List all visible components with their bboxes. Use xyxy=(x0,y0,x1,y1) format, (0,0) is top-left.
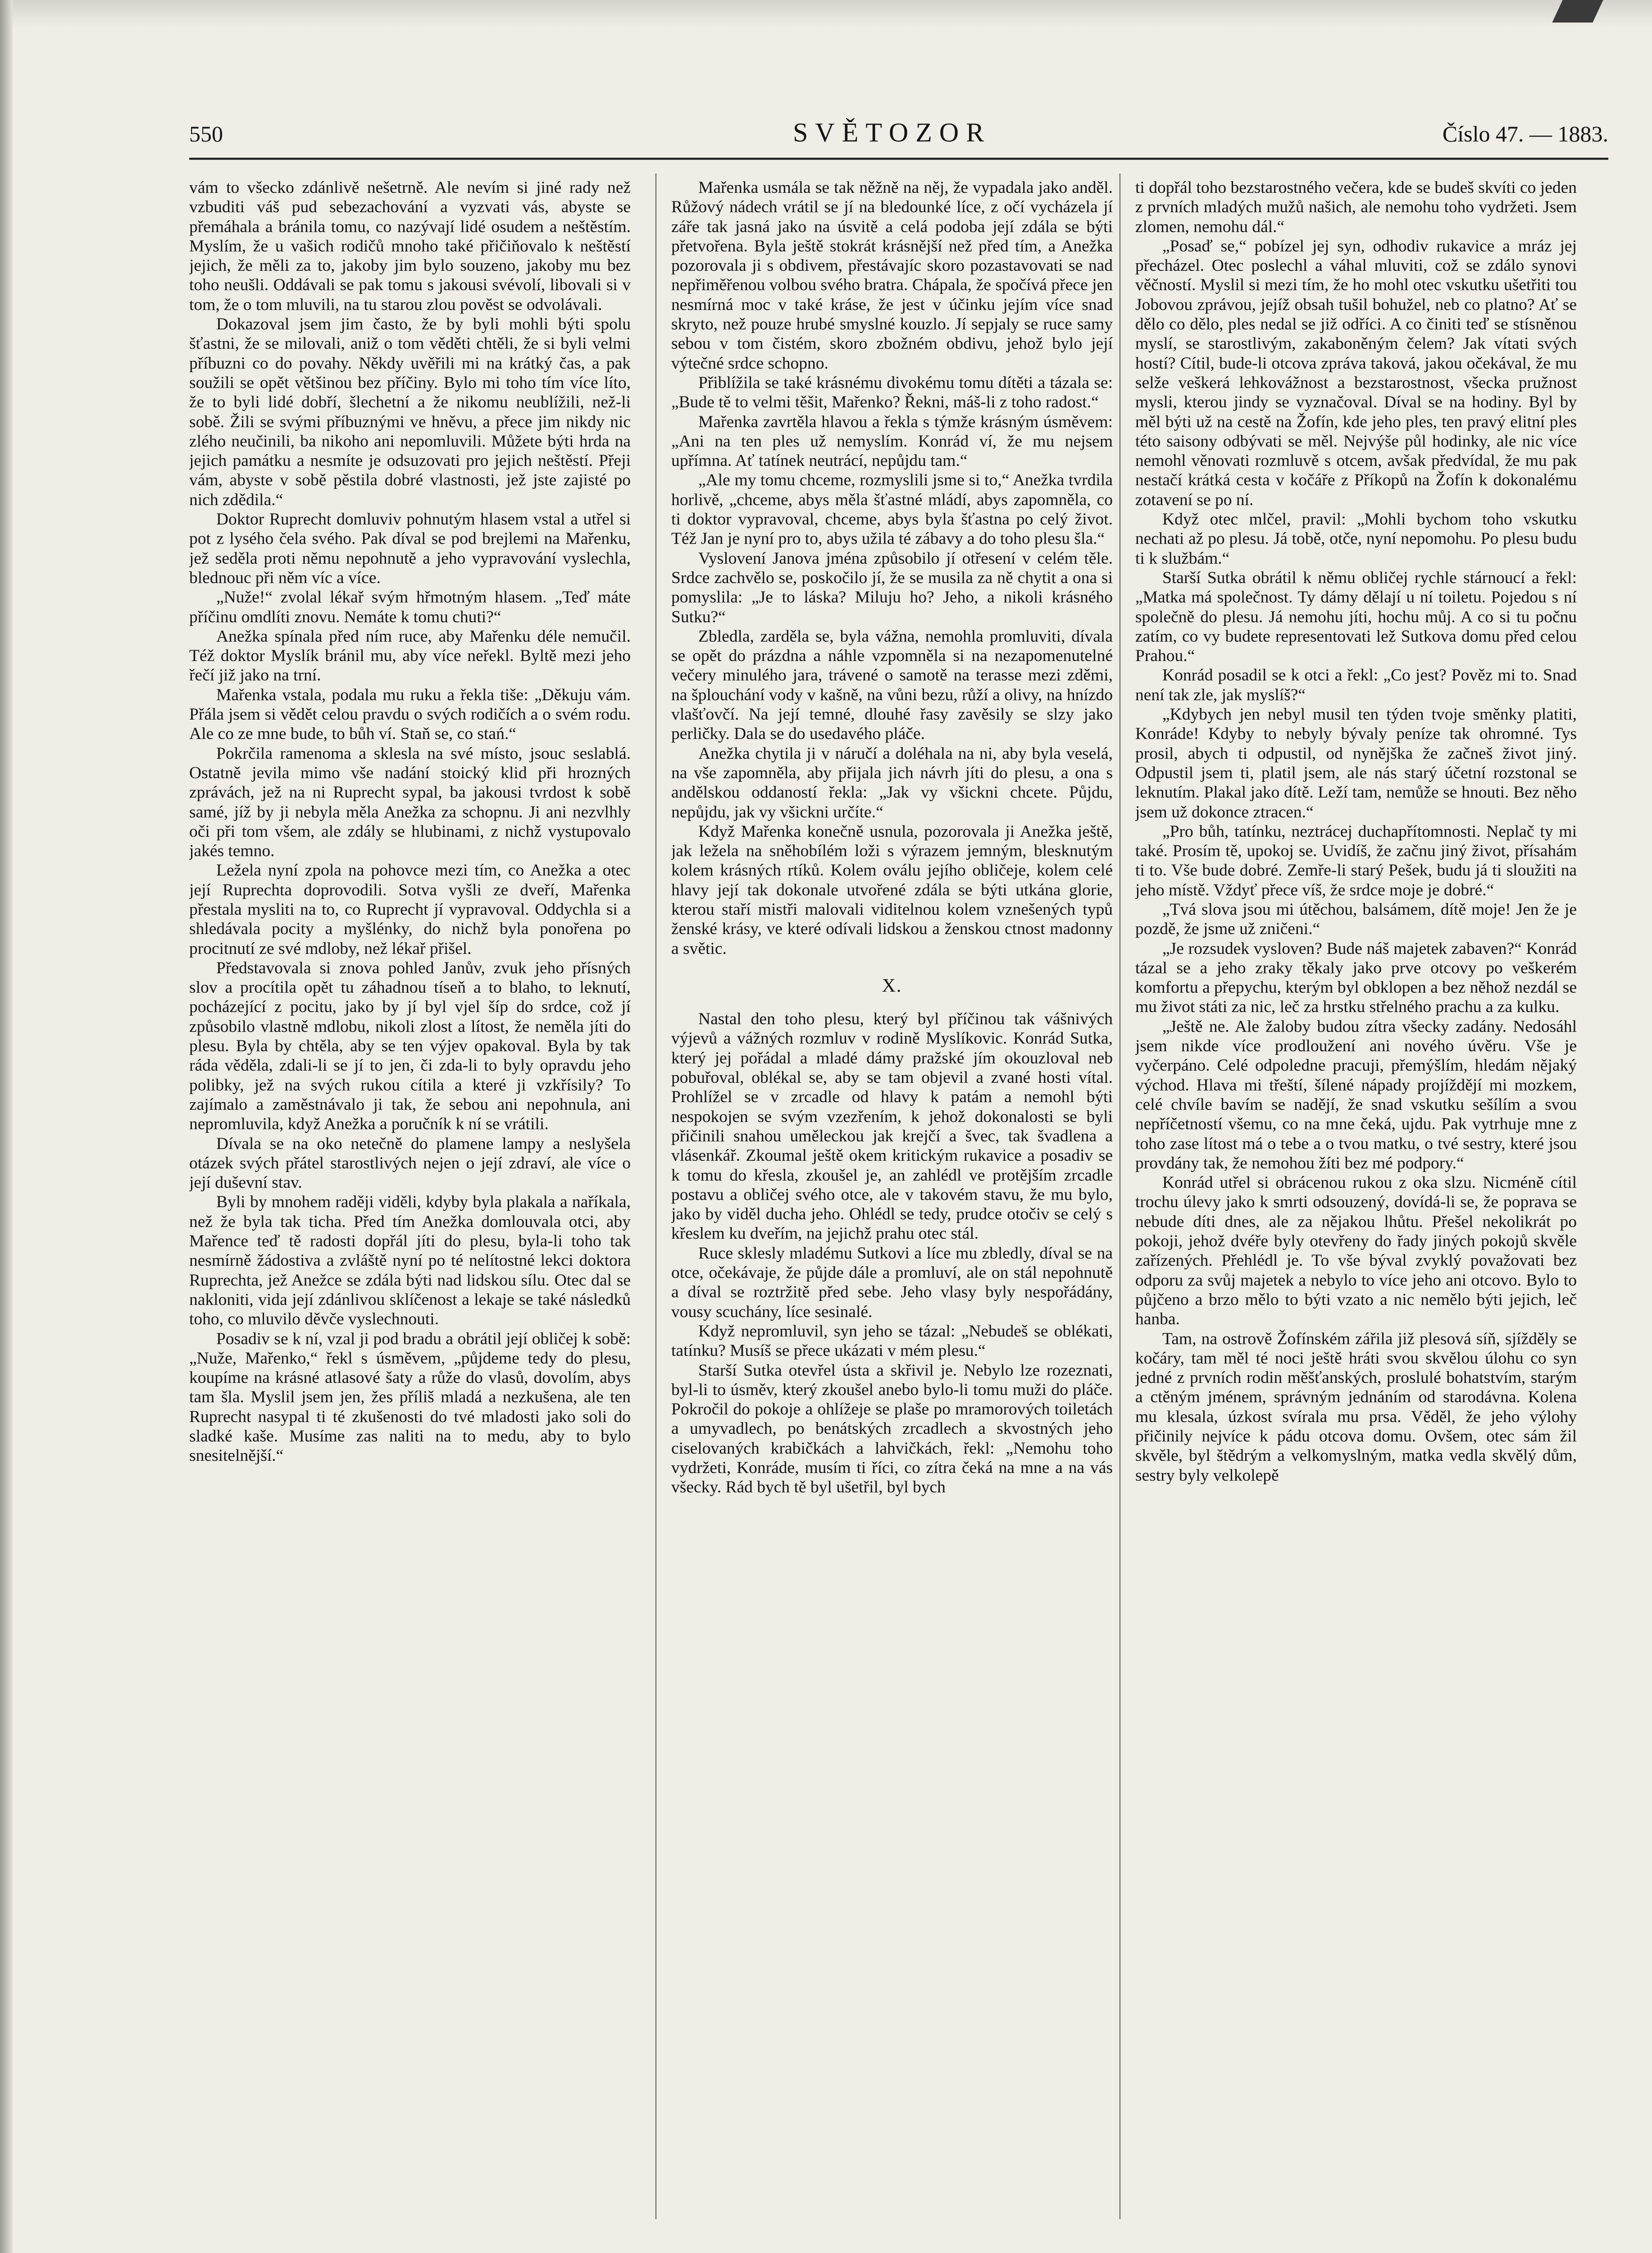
paragraph: Starší Sutka obrátil k němu obličej rychle stárnoucí a řekl: „Matka má společnost. Ty dámy dělají u ní toiletu. Pojedou s ní společně do plesu. Já nemohu jíti, hochu můj. A co si tu počnu zatím, co vy budete representovati lež Sutkova domu před celou Prahou.“ xyxy=(1135,568,1577,666)
paragraph: Když nepromluvil, syn jeho se tázal: „Nebudeš se oblékati, tatínku? Musíš se přece ukázati v mém plesu.“ xyxy=(671,1322,1113,1360)
paragraph: Mařenka usmála se tak něžně na něj, že vypadala jako anděl. Růžový nádech vrátil se jí na bledounké líce, z očí vycházela jí záře tak jasná jako na úsvitě a celá podoba její zdála se býti přetvořena. Byla ještě stokrát krásnější než před tím, a Anežka pozorovala ji s obdivem, přestávajíc skoro pozastavovati se nad nepřiměřenou volbou svého bratra. Chápala, že spočívá přece jen nesmírná moc v také kráse, že jest v účinku jejím více snad skryto, než pouze hrubé smyslné kouzlo. Jí sepjaly se ruce samy sebou v tom čistém, skoro zbožném obdivu, jehož bylo její výtečné srdce schopno. xyxy=(671,178,1113,373)
paragraph: Dívala se na oko netečně do plamene lampy a neslyšela otázek svých přátel starostlivých nejen o její zdraví, ale více o její duševní stav. xyxy=(189,1134,631,1192)
column-3 xyxy=(1135,178,1577,2233)
page-header xyxy=(189,117,1608,153)
paragraph: Anežka spínala před ním ruce, aby Mařenku déle nemučil. Též doktor Myslík bránil mu, aby více neřekl. Byltě mezi jeho řečí již jako na trní. xyxy=(189,627,631,685)
paragraph: Konrád posadil se k otci a řekl: „Co jest? Pověz mi to. Snad není tak zle, jak myslíš?“ xyxy=(1135,666,1577,704)
top-strip xyxy=(13,0,1652,27)
page-title: SVĚTOZOR xyxy=(793,118,992,147)
column-2 xyxy=(671,178,1113,2233)
paragraph: „Je rozsudek vysloven? Bude náš majetek zabaven?“ Konrád tázal se a jeho zraky těkaly jako prve otcovy po veškerém komfortu a přepychu, kterým byl obklopen a bez něhož nezdál se mu život státi za nic, leč za hrstku střelného prachu a za kulku. xyxy=(1135,939,1577,1017)
paragraph: „Ale my tomu chceme, rozmyslili jsme si to,“ Anežka tvrdila horlivě, „chceme, abys měla šťastné mládí, abys zapomněla, co ti doktor vypravoval, chceme, abys byla šťastna po celý život. Též Jan je nyní pro to, abys užila té zábavy a do toho plesu šla.“ xyxy=(671,471,1113,548)
header-rule xyxy=(189,158,1608,160)
paragraph: Posadiv se k ní, vzal ji pod bradu a obrátil její obličej k sobě: „Nuže, Mařenko,“ řekl s úsměvem, „půjdeme tedy do plesu, koupíme na krásné atlasové šaty a růže do vlasů, dovolím, abys tam šla. Myslil jsem jen, žes příliš mladá a nezkušena, ale ten Ruprecht nasypal ti té zkušenosti do tvé mladosti jako soli do sladké kaše. Musíme zas naliti na to medu, aby to bylo snesitelnější.“ xyxy=(189,1329,631,1465)
paragraph: Doktor Ruprecht domluviv pohnutým hlasem vstal a utřel si pot z lysého čela svého. Pak díval se pod brejlemi na Mařenku, jež seděla proti němu nepohnutě a jeho vypravování vyslechla, blednouc při něm víc a více. xyxy=(189,510,631,587)
paragraph: „Ještě ne. Ale žaloby budou zítra všecky zadány. Nedosáhl jsem nikde více prodloužení ani nového úvěru. Vše je vyčerpáno. Celé odpoledne pracuji, přemýšlím, hledám nějaký východ. Hlava mi třeští, šílené nápady projíždějí mi mozkem, celé chvíle bavím se nadějí, že snad vskutku sešílím a svou nepříčetností všemu, co na mne čeká, ujdu. Pak vytrhuje mne z toho zase lítost má o tebe a o tvou matku, o tvé sestry, které jsou provdány tak, že nemohou žíti bez mé podpory.“ xyxy=(1135,1017,1577,1172)
issue-label: Číslo 47. — 1883. xyxy=(1442,121,1608,146)
page-number: 550 xyxy=(189,121,223,146)
paragraph: „Tvá slova jsou mi útěchou, balsámem, dítě moje! Jen že je pozdě, že jsme už zničeni.“ xyxy=(1135,900,1577,939)
paragraph: ti dopřál toho bezstarostného večera, kde se budeš skvíti co jeden z prvních mladých mužů našich, ale nemohu toho vydržeti. Jsem zlomen, nemohu dál.“ xyxy=(1135,178,1577,236)
paragraph: Nastal den toho plesu, který byl příčinou tak vášnivých výjevů a vážných rozmluv v rodině Myslíkovic. Konrád Sutka, který jej pořádal a mladé dámy pražské jím okouzloval neb pobuřoval, oblékal se, aby se tam objevil a zvané hosti vítal. Prohlížel se v zrcadle od hlavy k patám a nemohl býti nespokojen se svým vzezřením, k jehož dokonalosti se byli přičinili snahou uměleckou jak krejčí a švec, tak švadlena a vlásenkář. Zkoumal ještě okem kritickým rukavice a posadiv se k tomu do křesla, zkoušel je, an zahlédl ve protějším zrcadle postavu a obličej svého otce, ale v takovém stavu, že mu bylo, jako by viděl ducha jeho. Ohlédl se tedy, prudce otočiv se celý s křeslem ku dveřím, na jejichž prahu otec stál. xyxy=(671,1010,1113,1243)
paragraph: Anežka chytila ji v náručí a doléhala na ni, aby byla veselá, na vše zapomněla, aby přijala jich návrh jíti do plesu, a ona s andělskou oddaností řekla: „Jak vy všickni chcete. Půjdu, nepůjdu, jak vy všickni určíte.“ xyxy=(671,744,1113,821)
paragraph: Pokrčila ramenoma a sklesla na své místo, jsouc seslablá. Ostatně jevila mimo vše nadání stoický klid při hrozných zprávách, jež na ni Ruprecht sypal, ba jakousi tvrdost k sobě samé, jíž by ji nebyla měla Anežka za schopnu. Ji ani nezvlhly oči při tom všem, ale zdály se hlubinami, z nichž vystupovalo jakés temno. xyxy=(189,744,631,861)
paragraph: Mařenka zavrtěla hlavou a řekla s týmže krásným úsměvem: „Ani na ten ples už nemyslím. Konrád ví, že mu nejsem upřímna. Ať tatínek neutrácí, nepůjdu tam.“ xyxy=(671,412,1113,470)
column-1 xyxy=(189,178,631,2233)
column-divider xyxy=(655,173,656,2219)
paragraph: Tam, na ostrově Žofínském zářila již plesová síň, sjížděly se kočáry, tam měl té noci ještě hráti svou skvělou úlohu co syn jedné z prvních rodin měšťanských, proslulé bohatstvím, starým a ctěným jménem, správným jednáním od starodávna. Kolena mu klesala, úzkost svírala mu prsa. Věděl, že jeho výlohy přičinily nejvíce k pádu otcova domu. Ovšem, otec sám žil skvěle, byl štědrým a velkomyslným, matka vedla skvělý dům, sestry byly velkolepě xyxy=(1135,1329,1577,1485)
paragraph: Starší Sutka otevřel ústa a skřivil je. Nebylo lze rozeznati, byl-li to úsměv, který zkoušel anebo bylo-li tomu muži do pláče. Pokročil do pokoje a ohlížeje se plaše po mramorových toiletách a umyvadlech, po benátských zrcadlech a skvostných jeho ciselovaných krabičkách a lahvičkách, řekl: „Nemohu toho vydržeti, Konráde, musím ti říci, co zítra čeká na mne a na vás všecky. Rád bych tě byl ušetřil, byl bych xyxy=(671,1361,1113,1497)
section-heading: X. xyxy=(882,975,902,996)
paragraph: „Posaď se,“ pobízel jej syn, odhodiv rukavice a mráz jej přecházel. Otec poslechl a váhal mluviti, což se zdálo synovi věčností. Myslil si mezi tím, že ho mohl otec vskutku ušetřiti tou Jobovou zprávou, jejíž obsah tušil bohužel, neb co platno? Ať se dělo co dělo, ples nedal se již odříci. A co činiti teď se stísněnou myslí, se starostlivým, zakaboněným čelem? Jak vítati svých hostí? Cítil, bude-li otcova zpráva taková, jakou očekával, že mu selže veškerá lehkovážnost a bezstarostnost, všecka pružnost mysli, kterou jindy se vyznačoval. Díval se na hodiny. Byl by měl býti už na cestě na Žofín, kde jeho ples, ten pravý elitní ples této saisony odbývati se měl. Nejvýše půl hodinky, ale nic více nemohl věnovati rozmluvě s otcem, avšak předvídal, že mu pak nestačí krátká cesta v kočáře z Příkopů na Žofín k dokonalému zotavení se po ní. xyxy=(1135,237,1577,509)
paragraph: „Pro bůh, tatínku, neztrácej duchapřítomnosti. Neplač ty mi také. Prosím tě, upokoj se. Uvidíš, že začnu jiný život, přísahám ti to. Vše bude dobré. Zemře-li starý Pešek, budu já ti sloužiti na jeho místě. Vždyť přece víš, že srdce moje je dobré.“ xyxy=(1135,822,1577,899)
paragraph: Ležela nyní zpola na pohovce mezi tím, co Anežka a otec její Ruprechta doprovodili. Sotva vyšli ze dveří, Mařenka přestala mysliti na to, co Ruprecht jí vypravoval. Oddychla si a shledávala pocity a myšlénky, do nichž byla ponořena po procitnutí ze své mdloby, než lékař přišel. xyxy=(189,861,631,958)
paragraph: Vyslovení Janova jména způsobilo jí otřesení v celém těle. Srdce zachvělo se, poskočilo jí, že se musila za ně chytit a ona si pomyslila: „Je to láska? Miluju ho? Jeho, a nikoli krásného Sutku?“ xyxy=(671,549,1113,626)
binding-gutter xyxy=(0,0,13,2253)
paragraph: Když otec mlčel, pravil: „Mohli bychom toho vskutku nechati až po plesu. Já tobě, otče, nyní nepomohu. Po plesu budu ti k službám.“ xyxy=(1135,510,1577,568)
paragraph: „Nuže!“ zvolal lékař svým hřmotným hlasem. „Teď máte příčinu omdlíti znovu. Nemáte k tomu chuti?“ xyxy=(189,588,631,626)
paragraph: Dokazoval jsem jim často, že by byli mohli býti spolu šťastni, že se milovali, aniž o tom věděti chtěli, že si byli velmi příbuzni co do povahy. Někdy uvěřili mi na krátký čas, a pak soužili se opět většinou bez příčiny. Bylo mi toho tím více líto, že to byli lidé dobří, šlechetní a že nikomu neublížili, než-li sobě. Žili se svými příbuznými ve hněvu, a přece jim nikdy nic zlého neučinili, ba nikoho ani nepomluvili. Můžete býti hrda na jejich památku a nesmíte je odsuzovati pro jejich neštěstí. Přeji vám, abyste v sobě pěstila dobré vlastnosti, jež jste zajisté po nich zdědila.“ xyxy=(189,315,631,509)
paragraph: Ruce sklesly mladému Sutkovi a líce mu zbledly, díval se na otce, očekávaje, že půjde dále a promluví, ale on stál nepohnutě a díval se roztržitě před sebe. Jeho vlasy byly nespořádány, vousy scuchány, líce sesinalé. xyxy=(671,1244,1113,1321)
paragraph: Zbledla, zarděla se, byla vážna, nemohla promluviti, dívala se opět do prázdna a náhle vzpomněla si na nezapomenutelné večery minulého jara, trávené o samotě na terasse mezi zděmi, na šplouchání vody v kašně, na vůni bezu, růží a olivy, na hnízdo vlašťovčí. Na její temné, dlouhé řasy zavěsily se slzy jako perličky. Dala se do usedavého pláče. xyxy=(671,627,1113,743)
paragraph: Když Mařenka konečně usnula, pozorovala ji Anežka ještě, jak ležela na sněhobílém loži s výrazem jemným, blesknutým kolem krásných rtíků. Kolem oválu jejího obličeje, kolem celé hlavy její tak dokonale utvořené zdála se býti utkána glorie, kterou staří mistři malovali viditelnou kolem vznešených typů ženské krásy, ve které odívali lidskou a ženskou ctnost madonny a světic. xyxy=(671,822,1113,958)
paragraph: Představovala si znova pohled Janův, zvuk jeho přísných slov a procítila opět tu záhadnou tíseň a to blaho, to leknutí, pocházející z pocitu, jako by jí byl vjel šíp do srdce, což jí způsobilo vlastně mdlobu, nikoli zlost a lítost, že neměla jíti do plesu. Byla by chtěla, aby se ten výjev opakoval. Byla by tak ráda věděla, zdali-li se jí to jen, či zda-li to byly opravdu jeho polibky, jež na svých rukou cítila a které ji vzkřísily? To zajímalo a zaměstnávalo ji tak, že sebou ani nepohnula, ani nepromluvila, když Anežka a poručník k ní se vrátili. xyxy=(189,958,631,1134)
paragraph: Byli by mnohem raději viděli, kdyby byla plakala a naříkala, než že byla tak ticha. Před tím Anežka domlouvala otci, aby Mařence teď tě radosti dopřál jíti do plesu, byla-li toho tak nesmírně žádostiva a zvláště nyní po té nelítostné lekci doktora Ruprechta, jež Anežce se zdála býti nad lidskou sílu. Otec dal se nakloniti, vida její zdánlivou sklíčenost a lekaje se také následků toho, co mluvilo děvče vyslechnouti. xyxy=(189,1193,631,1329)
paragraph: „Kdybych jen nebyl musil ten týden tvoje směnky platiti, Konráde! Kdyby to nebyly bývaly peníze tak ohromné. Tys prosil, abych ti odpustil, od nynějška že začneš život jiný. Odpustil jsem ti, platil jsem, ale nás starý účetní rozstonal se leknutím. Plakal jako dítě. Leží tam, nemůže se hnouti. Bez něho jsem už dokonce ztracen.“ xyxy=(1135,705,1577,821)
paragraph: vám to všecko zdánlivě nešetrně. Ale nevím si jiné rady než vzbuditi váš pud sebezachování a vyzvati vás, abyste se přemáhala a bránila tomu, co nazývají lidé osudem a neštěstím. Myslím, že u vašich rodičů mnoho také přičiňovalo k neštěstí jejich, že měli za to, jakoby jim bylo souzeno, jakoby mu bez toho neušli. Oddávali se pak tomu s jakousi svévolí, libovali si v tom, že o tom mluvili, na tu starou zlou pověst se odvolávali. xyxy=(189,178,631,314)
paragraph: Přiblížila se také krásnému divokému tomu dítěti a tázala se: „Bude tě to velmi těšit, Mařenko? Řekni, máš-li z toho radost.“ xyxy=(671,373,1113,412)
paragraph: Mařenka vstala, podala mu ruku a řekla tiše: „Děkuju vám. Přála jsem si vědět celou pravdu o svých rodičích a o svém rodu. Ale co ze mne bude, to bůh ví. Staň se, co stań.“ xyxy=(189,685,631,743)
paragraph: Konrád utřel si obrácenou rukou z oka slzu. Nicméně cítil trochu úlevy jako k smrti odsouzený, dovídá-li se, že poprava se nebude díti dnes, ale za nějakou lhůtu. Přešel nekolikrát po pokoji, jehož dvéře byly otevřeny do řady jiných pokojů skvěle zařízených. Přehlédl je. To vše býval zvyklý považovati bez odporu za svůj majetek a nebylo to více jeho ani otcovo. Bylo to půjčeno a brzo mělo to býti vzato a nic nemělo býti jejich, leč hanba. xyxy=(1135,1173,1577,1329)
